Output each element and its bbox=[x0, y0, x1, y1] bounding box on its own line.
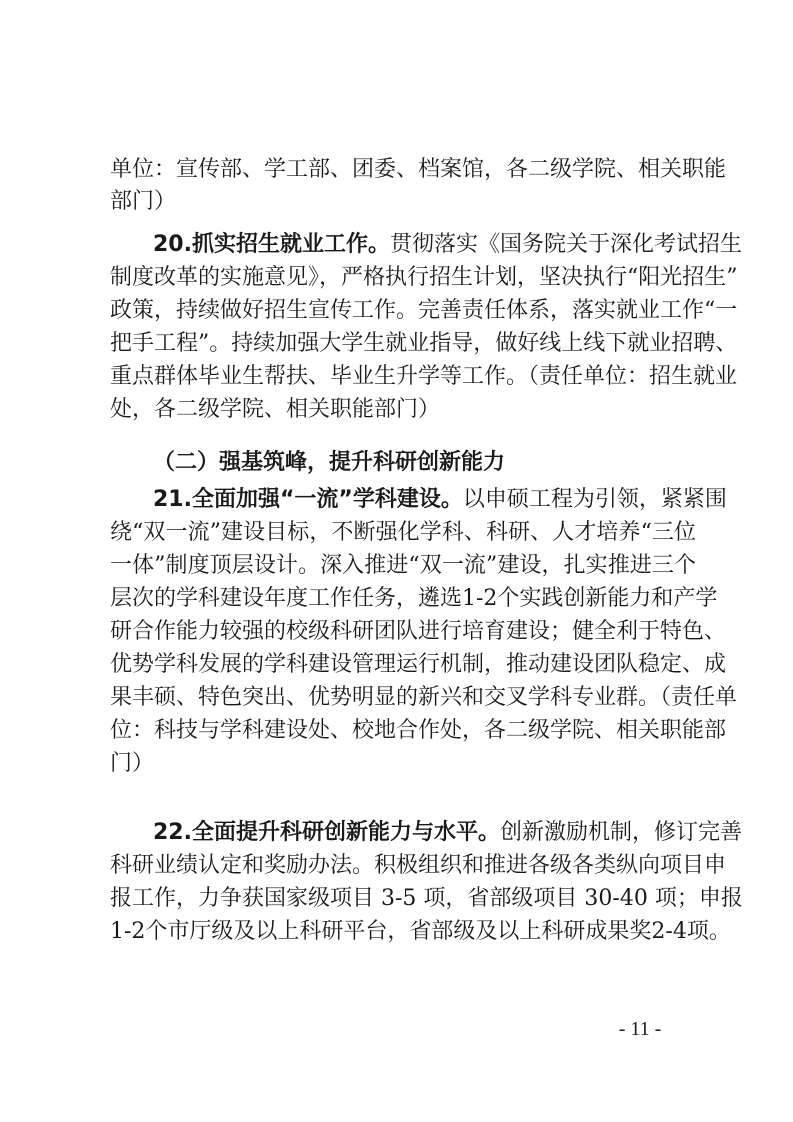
item-22-first-line bbox=[153, 818, 742, 848]
paragraph-line: 制度改革的实施意见》，严格执行招生计划，坚决执行“阳光招生” bbox=[110, 265, 738, 290]
paragraph-line: 绕“双一流”建设目标，不断强化学科、科研、人才培养“三位 bbox=[110, 520, 696, 545]
item-22-text: 创新激励机制，修订完善 bbox=[499, 820, 742, 845]
item-21-heading: 21.全面加强“一流”学科建设。 bbox=[153, 487, 463, 512]
paragraph-line: 门） bbox=[110, 751, 155, 776]
paragraph-line: 果丰硕、特色突出、优势明显的新兴和交叉学科专业群。（责任单 bbox=[110, 685, 738, 710]
paragraph-line: 报工作，力争获国家级项目 3-5 项，省部级项目 30-40 项；申报 bbox=[110, 886, 743, 911]
page-number: - 11 - bbox=[618, 1018, 662, 1040]
paragraph-line: 重点群体毕业生帮扶、毕业生升学等工作。（责任单位：招生就业 bbox=[110, 364, 738, 389]
section-heading: （二）强基筑峰，提升科研创新能力 bbox=[153, 450, 506, 475]
item-20-text: 贯彻落实《国务院关于深化考试招生 bbox=[389, 232, 742, 257]
item-21-text: 以申硕工程为引领，紧紧围 bbox=[462, 487, 727, 512]
paragraph-line: 政策，持续做好招生宣传工作。完善责任体系，落实就业工作“一 bbox=[110, 298, 738, 323]
paragraph-line: 科研业绩认定和奖励办法。积极组织和推进各级各类纵向项目申 bbox=[110, 853, 727, 878]
paragraph-line: 研合作能力较强的校级科研团队进行培育建设；健全利于特色、 bbox=[110, 619, 727, 644]
paragraph-line: 位：科技与学科建设处、校地合作处，各二级学院、相关职能部 bbox=[110, 718, 727, 743]
paragraph-line: 层次的学科建设年度工作任务，遴选1-2个实践创新能力和产学 bbox=[110, 586, 718, 611]
paragraph-line: 一体”制度顶层设计。深入推进“双一流”建设，扎实推进三个 bbox=[110, 553, 696, 578]
paragraph-line: 部门） bbox=[110, 189, 177, 214]
paragraph-line: 优势学科发展的学科建设管理运行机制，推动建设团队稳定、成 bbox=[110, 652, 727, 677]
item-20-heading: 20.抓实招生就业工作。 bbox=[153, 232, 390, 257]
paragraph-line: 单位：宣传部、学工部、团委、档案馆，各二级学院、相关职能 bbox=[110, 157, 727, 182]
paragraph-line: 把手工程”。持续加强大学生就业指导，做好线上线下就业招聘、 bbox=[110, 331, 738, 356]
item-20-first-line bbox=[153, 230, 742, 260]
paragraph-line: 1-2个市厅级及以上科研平台，省部级及以上科研成果奖2-4项。 bbox=[110, 919, 731, 944]
paragraph-line: 处，各二级学院、相关职能部门） bbox=[110, 397, 441, 422]
item-21-first-line bbox=[153, 485, 727, 515]
item-22-heading: 22.全面提升科研创新能力与水平。 bbox=[153, 820, 500, 845]
